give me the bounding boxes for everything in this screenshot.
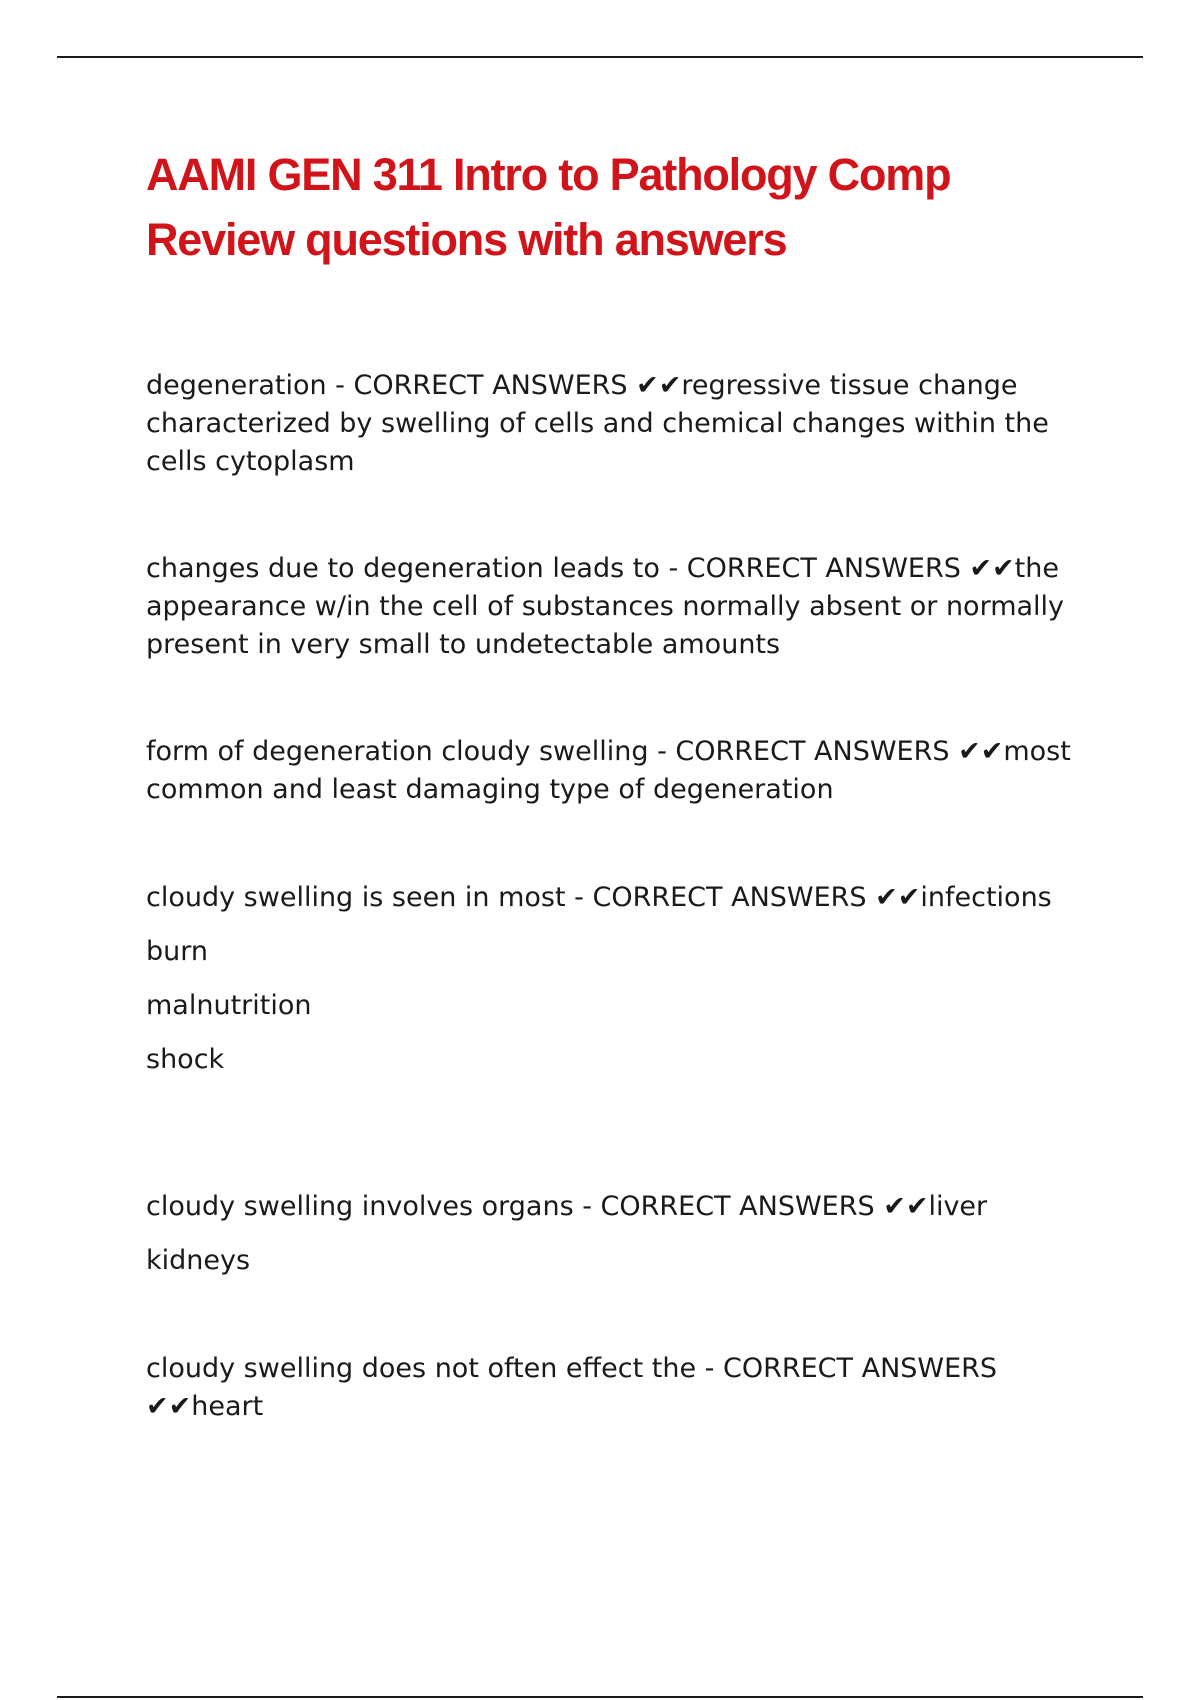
qa-answer-line: malnutrition	[146, 990, 312, 1021]
qa-answer-line: shock	[146, 1044, 225, 1075]
qa-entry	[146, 1188, 1106, 1280]
title-line-1: AAMI GEN 311 Intro to Pathology Comp	[146, 149, 951, 200]
qa-text: cloudy swelling does not often effect the - CORRECT ANSWERS ✔✔heart	[146, 1353, 998, 1422]
qa-entry	[146, 733, 1106, 809]
header-rule	[57, 56, 1143, 58]
qa-answer-line: burn	[146, 936, 208, 967]
qa-answer-line: kidneys	[146, 1245, 251, 1276]
qa-text: changes due to degeneration leads to - CORRECT ANSWERS ✔✔the appearance w/in the cell of substances normally absent or normally present in very small to undetectable amounts	[146, 553, 1065, 660]
qa-text: cloudy swelling involves organs - CORRECT ANSWERS ✔✔liver	[146, 1191, 988, 1222]
qa-entry	[146, 879, 1106, 1079]
footer-rule	[57, 1696, 1143, 1698]
qa-entry	[146, 1350, 1106, 1426]
qa-entry	[146, 550, 1106, 664]
qa-entry	[146, 367, 1106, 481]
document-title	[146, 142, 1126, 272]
qa-text: degeneration - CORRECT ANSWERS ✔✔regressive tissue change characterized by swelling of cells and chemical changes within the cells cytoplasm	[146, 370, 1049, 477]
qa-text: cloudy swelling is seen in most - CORRECT ANSWERS ✔✔infections	[146, 882, 1052, 913]
title-line-2: Review questions with answers	[146, 214, 787, 265]
qa-text: form of degeneration cloudy swelling - CORRECT ANSWERS ✔✔most common and least damaging type of degeneration	[146, 736, 1071, 805]
